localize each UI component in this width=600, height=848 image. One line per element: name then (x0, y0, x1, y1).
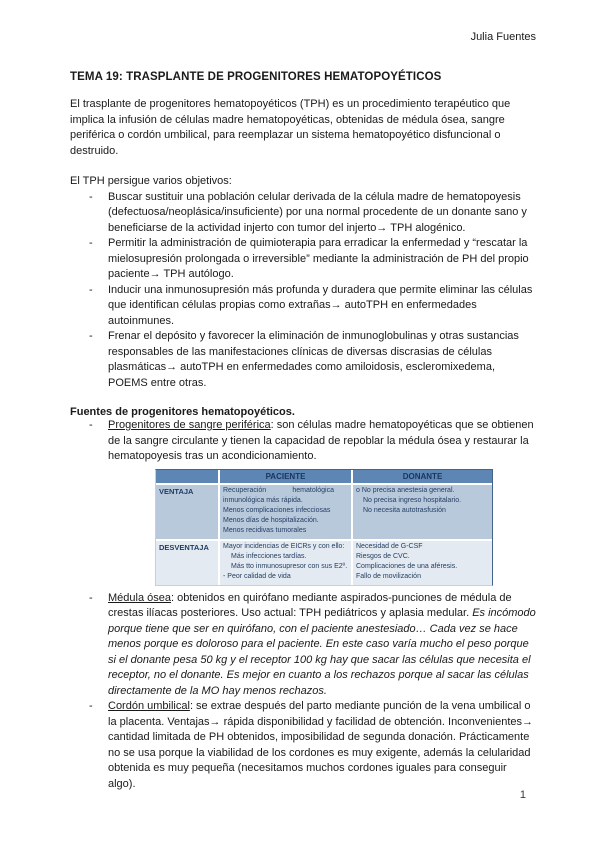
list-item-cordon-umbilical (70, 699, 536, 792)
term-underlined: Progenitores de sangre periférica (108, 419, 271, 431)
table-line: Más infecciones tardías. (231, 552, 307, 560)
term-definition: : obtenidos en quirófano mediante aspirados-punciones de médula de crestas ilíacas posteriores. Uso actual: TPH pediátricos y aplasia medular. (108, 591, 512, 619)
table-line: Complicaciones de una aféresis. (356, 562, 458, 570)
table-line (223, 486, 348, 496)
table-line: Fallo de movilización (356, 572, 421, 580)
list-item: - Inducir una inmunosupresión más profunda y duradera que permite eliminar las células que identifican células propias como extrañas→ autoTPH en enfermedades autoinmunes. (70, 283, 536, 330)
table-line: No necesita autotrasfusión (363, 506, 446, 514)
table-row-label-desventaja: DESVENTAJA (156, 541, 218, 585)
term-definition: : son células madre hematopoyéticas que se obtienen de la sangre circulante y tienen la capacidad de repoblar la médula ósea y restaurar la hematopoyesis tras un acondicionamiento. (108, 419, 534, 462)
table-line: Menos días de hospitalización. (223, 516, 319, 524)
table-line-word: Recuperación (223, 486, 267, 494)
table-line: Más tto inmunosupresor con sus E2º. (231, 562, 348, 570)
list-item: - Frenar el depósito y favorecer la eliminación de inmunoglobulinas y otras sustancias responsables de las manifestaciones clínicas de diversas discrasias de células plasmáticas→ autoTPH en enfermedades como amiloidosis, escleromixedema, POEMS entre otras. (70, 329, 536, 391)
table-header-donante: DONANTE (353, 470, 492, 483)
list-item-sangre-periferica (70, 418, 536, 465)
table-line: o No precisa anestesia general. (356, 486, 455, 494)
table-cell-desventaja-paciente (220, 541, 351, 585)
table-line-word: hematológica (292, 486, 334, 494)
page-title: TEMA 19: TRASPLANTE DE PROGENITORES HEMATOPOYÉTICOS (70, 71, 442, 83)
table-line: - Peor calidad de vida (223, 572, 291, 580)
table-line: Mayor incidencias de EICRs y con ello: (223, 542, 345, 550)
list-item-medula-osea (70, 591, 536, 700)
table-line: No precisa ingreso hospitalario. (363, 496, 462, 504)
table-corner-cell (156, 470, 218, 483)
table-header-paciente: PACIENTE (220, 470, 351, 483)
table-cell-ventaja-donante (353, 485, 492, 539)
table-line: Menos recidivas tumorales (223, 526, 307, 534)
list-item: - Buscar sustituir una población celular derivada de la célula madre de hematopoyesis (defectuosa/neoplásica/insuficiente) por una normal procedente de un donante sano y beneficiarse de la actividad injerto con tumor del injerto→ TPH alogénico. (70, 190, 536, 237)
term-underlined: Cordón umbilical (108, 700, 190, 712)
page-header-author: Julia Fuentes (470, 31, 536, 43)
term-commentary-italic: Es incómodo porque tiene que ser en quirófano, con el paciente anestesiado… Cada vez se hace menos porque es doloroso para el paciente. En este caso varía mucho el peso porque si el donante pesa 50 kg y el receptor 100 kg hay que sacar las células que necesita el receptor, no el donante. Es mejor en cuanto a los rechazos porque al sacar las células directamente de la MO hay menos rechazos. (108, 607, 536, 697)
table-line: inmunológica más rápida. (223, 496, 303, 504)
page-content (0, 71, 600, 792)
list-item: - Permitir la administración de quimioterapia para erradicar la enfermedad y “rescatar la mielosupresión prolongada o irreversible” mediante la administración de PH del propio paciente→ TPH autólogo. (70, 236, 536, 283)
objetivos-list (70, 190, 536, 392)
term-definition: : se extrae después del parto mediante punción de la vena umbilical o la placenta. Ventajas→ rápida disponibilidad y facilidad de obtención. Inconvenientes→ cantidad limitada de PH obtenidos, imposibilidad de segunda donación. Prácticamente no se usa porque la viabilidad de los cordones es muy exigente, además la celularidad obtenida es muy pequeña (necesitamos muchos cordones iguales para conseguir algo). (108, 700, 534, 790)
page-number: 1 (519, 789, 526, 801)
table-line: Menos complicaciones infecciosas (223, 506, 331, 514)
table-line: Necesidad de G-CSF (356, 542, 423, 550)
objetivos-lead: El TPH persigue varios objetivos: (70, 175, 232, 187)
table-row-label-ventaja: VENTAJA (156, 485, 218, 539)
table-cell-ventaja-paciente (220, 485, 351, 539)
table-line: Riesgos de CVC. (356, 552, 410, 560)
fuentes-list (70, 418, 536, 792)
fuentes-heading: Fuentes de progenitores hematopoyéticos. (70, 406, 295, 418)
term-underlined: Médula ósea (108, 591, 171, 604)
paciente-donante-comparison-table (155, 469, 493, 586)
intro-paragraph: El trasplante de progenitores hematopoyéticos (TPH) es un procedimiento terapéutico que implica la infusión de células madre hematopoyéticas, obtenidas de médula ósea, sangre periférica o cordón umbilical, para reemplazar un sistema hematopoyético disfuncional o destruido. (70, 98, 511, 157)
table-cell-desventaja-donante (353, 541, 492, 585)
